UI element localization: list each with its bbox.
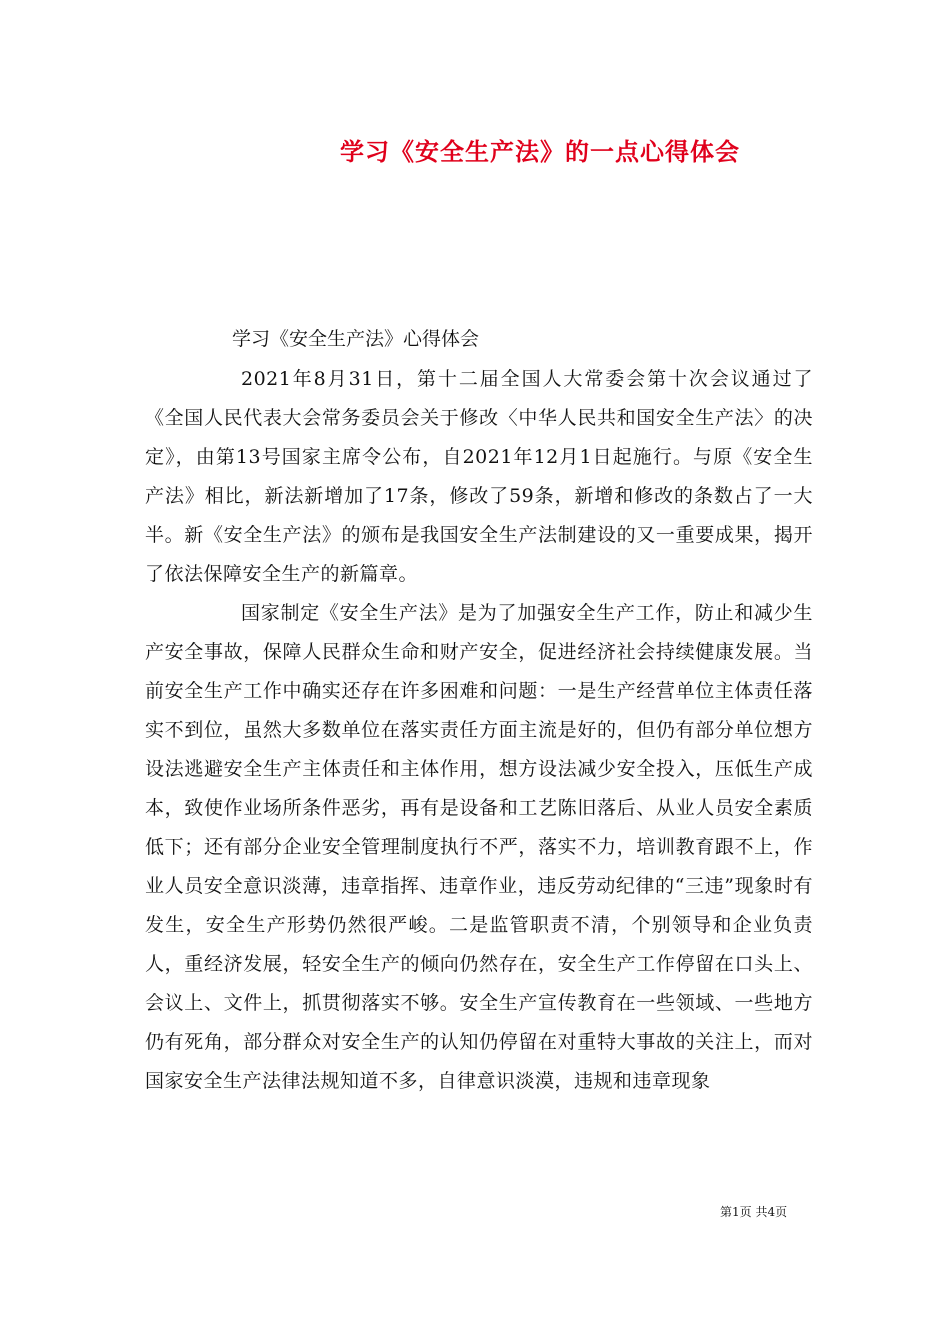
paragraph: 2021年8月31日，第十二届全国人大常委会第十次会议通过了《全国人民代表大会常务委员会关于修改〈中华人民共和国安全生产法〉的决定》，由第13号国家主席令公布，自2021年12月1日起施行。与原《安全生产法》相比，新法新增加了17条，修改了59条，新增和修改的条数占了一大半。新《安全生产法》的颁布是我国安全生产法制建设的又一重要成果，揭开了依法保障安全生产的新篇章。 xyxy=(145,368,813,585)
document-title: 学习《安全生产法》的一点心得体会 xyxy=(340,137,740,166)
document-subtitle: 学习《安全生产法》心得体会 xyxy=(232,328,480,350)
document-body xyxy=(145,360,813,1101)
page-footer: 第1页 共4页 xyxy=(720,1205,788,1219)
paragraph: 国家制定《安全生产法》是为了加强安全生产工作，防止和减少生产安全事故，保障人民群众生命和财产安全，促进经济社会持续健康发展。当前安全生产工作中确实还存在许多困难和问题：一是生产经营单位主体责任落实不到位，虽然大多数单位在落实责任方面主流是好的，但仍有部分单位想方设法逃避安全生产主体责任和主体作用，想方设法减少安全投入，压低生产成本，致使作业场所条件恶劣，再有是设备和工艺陈旧落后、从业人员安全素质低下；还有部分企业安全管理制度执行不严，落实不力，培训教育跟不上，作业人员安全意识淡薄，违章指挥、违章作业，违反劳动纪律的“三违”现象时有发生，安全生产形势仍然很严峻。二是监管职责不清，个别领导和企业负责人，重经济发展，轻安全生产的倾向仍然存在，安全生产工作停留在口头上、会议上、文件上，抓贯彻落实不够。安全生产宣传教育在一些领域、一些地方仍有死角，部分群众对安全生产的认知仍停留在对重特大事故的关注上，而对国家安全生产法律法规知道不多，自律意识淡漠，违规和违章现象 xyxy=(145,602,813,1092)
